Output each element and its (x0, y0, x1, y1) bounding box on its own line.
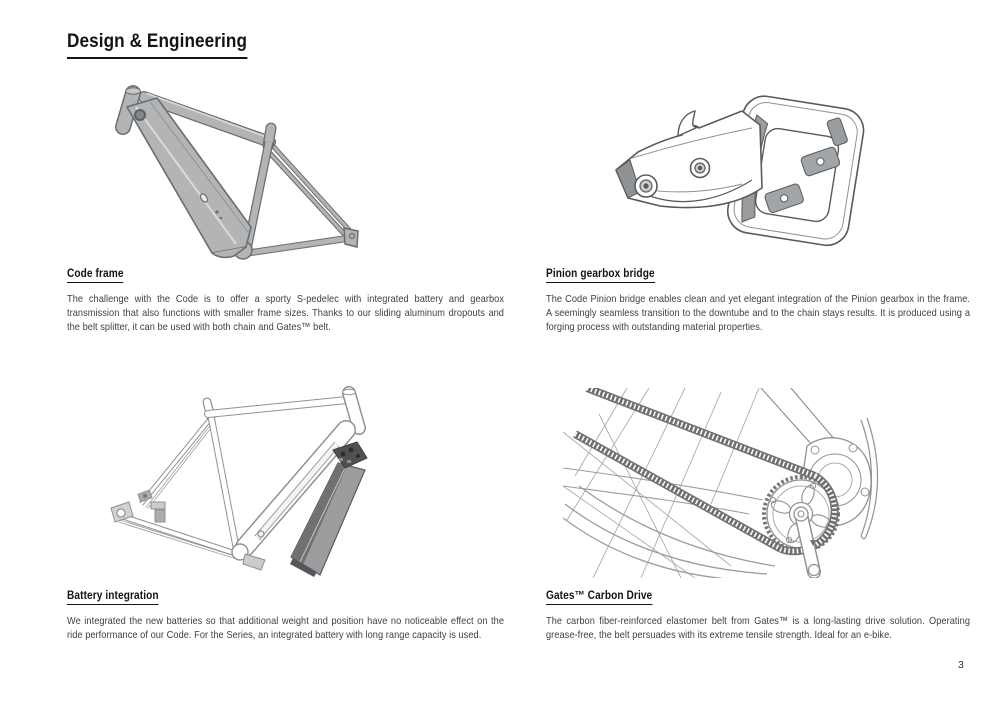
code-frame-illustration (100, 82, 380, 264)
seat-tube (207, 402, 237, 552)
section-body-gates-carbon-drive: The carbon fiber-reinforced elastomer belt from Gates™ is a long-lasting drive solution. Operating grease-free, the belt persuades with its extreme tensile strength. Ideal for an e-bike. (546, 614, 971, 641)
section-heading-code-frame: Code frame (67, 268, 124, 283)
section-code-frame (67, 264, 504, 334)
section-heading-gates-carbon-drive: Gates™ Carbon Drive (546, 590, 652, 605)
motor-mount (243, 554, 265, 570)
seat-stays (267, 146, 351, 237)
down-tube-battery (127, 98, 251, 257)
section-heading-pinion-bridge: Pinion gearbox bridge (546, 268, 655, 283)
code-frame-figure (100, 82, 380, 264)
section-body-pinion-bridge: The Code Pinion bridge enables clean and yet elegant integration of the Pinion gearbox in the frame. A seemingly seamless transition to the downtube and to the chain stays results. It is produced using a forging process with outstanding material properties. (546, 292, 971, 333)
section-body-battery-integration: We integrated the new batteries so that additional weight and position have no noticeable effect on the ride performance of our Code. For the Series, an integrated battery with long range capacity is used. (67, 614, 505, 641)
page-number: 3 (958, 659, 964, 671)
gates-drive-illustration (563, 388, 885, 578)
gates-drive-figure (563, 388, 885, 578)
rear-dropout (344, 228, 358, 247)
pinion-bridge-illustration (602, 90, 882, 252)
bridge-arm (616, 111, 762, 208)
chain-stays (115, 514, 237, 558)
section-battery-integration (67, 586, 504, 642)
section-gates-carbon-drive (546, 586, 970, 642)
headset-detail (135, 110, 145, 120)
battery-integration-illustration (95, 384, 385, 578)
seat-stays (141, 418, 215, 508)
page-title: Design & Engineering (67, 30, 247, 59)
pinion-bridge-figure (602, 90, 882, 252)
battery-integration-figure (95, 384, 385, 578)
top-tube (208, 400, 347, 414)
section-body-code-frame: The challenge with the Code is to offer a sporty S-pedelec with integrated battery and gearbox transmission that also functions with smaller frame sizes. Thanks to our sliding aluminum dropouts and the belt splitter, it can be used with both chain and Gates™ belt. (67, 292, 505, 333)
section-pinion-gearbox-bridge (546, 264, 970, 334)
section-heading-battery-integration: Battery integration (67, 590, 159, 605)
chain-stay (248, 238, 350, 253)
